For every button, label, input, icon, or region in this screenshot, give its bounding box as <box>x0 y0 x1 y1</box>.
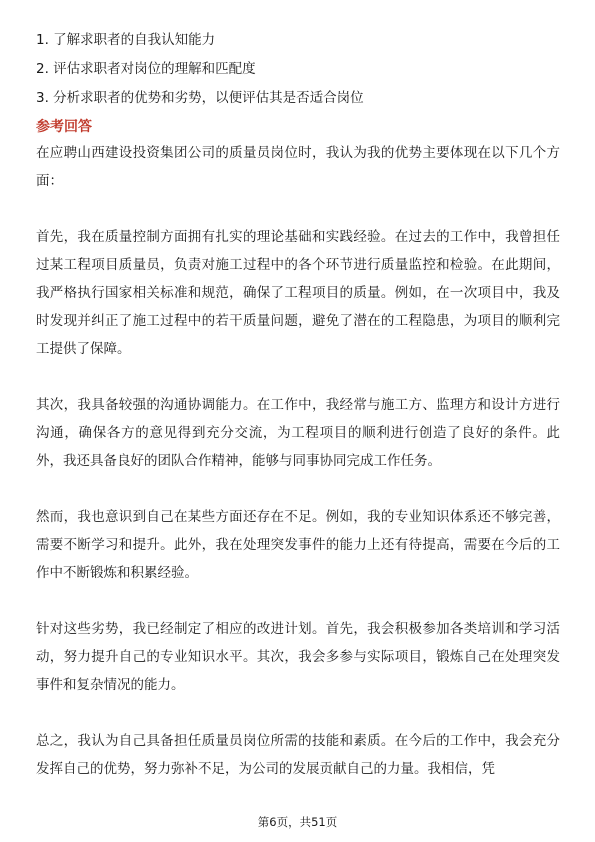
answer-paragraph-strengths-quality: 首先，我在质量控制方面拥有扎实的理论基础和实践经验。在过去的工作中，我曾担任过某工程项目质量员，负责对施工过程中的各个环节进行质量监控和检验。在此期间，我严格执行国家相关标准和规范，确保了工程项目的质量。例如，在一次项目中，我及时发现并纠正了施工过程中的若干质量问题，避免了潜在的工程隐患，为项目的顺利完工提供了保障。 <box>36 229 560 357</box>
question-item-1: 1. 了解求职者的自我认知能力 <box>36 32 216 48</box>
page-number-footer: 第6页，共51页 <box>257 815 338 829</box>
answer-paragraph-improvement-plan: 针对这些劣势，我已经制定了相应的改进计划。首先，我会积极参加各类培训和学习活动，努力提升自己的专业知识水平。其次，我会多参与实际项目，锻炼自己在处理突发事件和复杂情况的能力。 <box>36 621 560 693</box>
answer-paragraph-weaknesses: 然而，我也意识到自己在某些方面还存在不足。例如，我的专业知识体系还不够完善，需要不断学习和提升。此外，我在处理突发事件的能力上还有待提高，需要在今后的工作中不断锻炼和积累经验。 <box>36 509 560 581</box>
answer-intro-paragraph: 在应聘山西建设投资集团公司的质量员岗位时，我认为我的优势主要体现在以下几个方面： <box>36 145 560 189</box>
question-item-2: 2. 评估求职者对岗位的理解和匹配度 <box>36 61 256 77</box>
page-content <box>36 30 560 783</box>
answer-paragraph-conclusion: 总之，我认为自己具备担任质量员岗位所需的技能和素质。在今后的工作中，我会充分发挥自己的优势，努力弥补不足，为公司的发展贡献自己的力量。我相信，凭 <box>36 733 560 777</box>
question-item-3: 3. 分析求职者的优势和劣势，以便评估其是否适合岗位 <box>36 90 364 106</box>
answer-heading: 参考回答 <box>36 119 92 135</box>
answer-paragraph-strengths-communication: 其次，我具备较强的沟通协调能力。在工作中，我经常与施工方、监理方和设计方进行沟通，确保各方的意见得到充分交流，为工程项目的顺利进行创造了良好的条件。此外，我还具备良好的团队合作精神，能够与同事协同完成工作任务。 <box>36 397 560 469</box>
